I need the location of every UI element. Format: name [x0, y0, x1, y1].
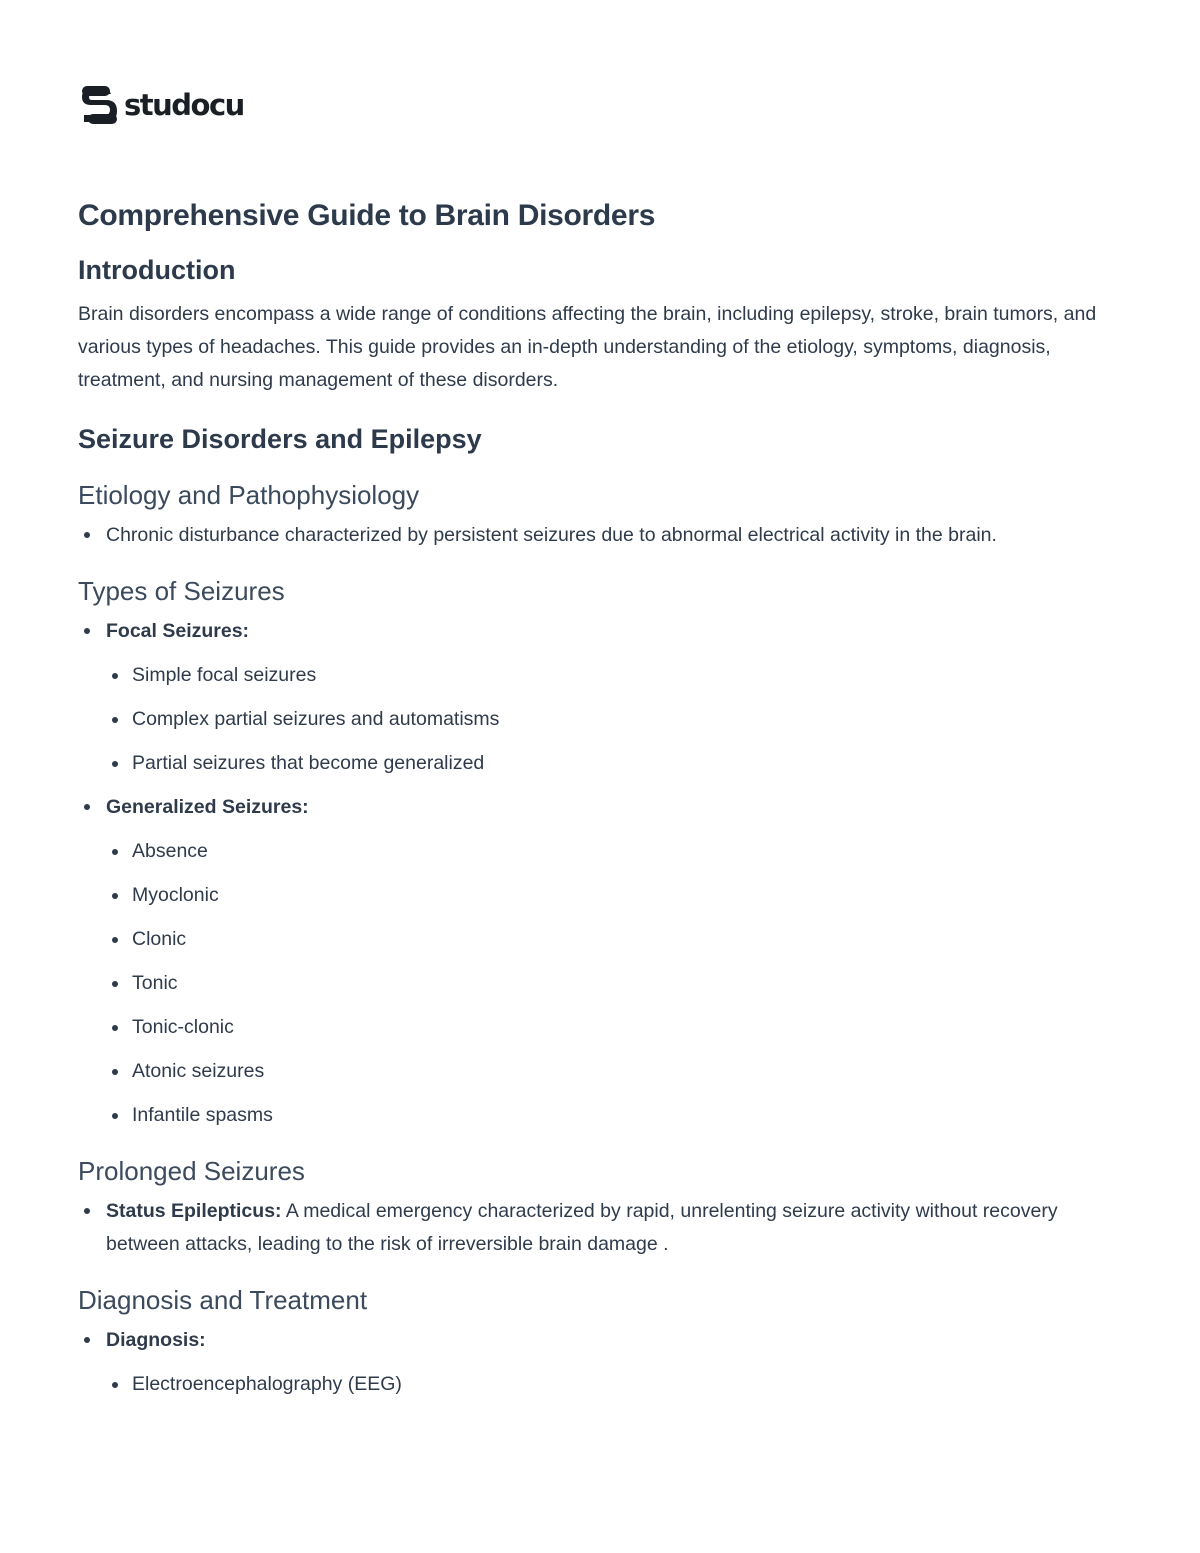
bullet-icon	[112, 1069, 118, 1075]
bullet-icon	[84, 532, 90, 538]
document-title: Comprehensive Guide to Brain Disorders	[78, 199, 656, 232]
generalized-sublist	[106, 835, 1123, 1132]
list-item: Chronic disturbance characterized by persistent seizures due to abnormal electrical activity in the brain.	[78, 519, 1123, 552]
bullet-icon	[112, 761, 118, 767]
diagnosis-label: Diagnosis:	[106, 1329, 206, 1351]
list-item: Complex partial seizures and automatisms	[78, 703, 1123, 736]
studocu-wordmark: studocu	[124, 87, 244, 122]
diagnosis-treatment-heading: Diagnosis and Treatment	[78, 1285, 368, 1315]
list-item: Simple focal seizures	[78, 659, 1123, 692]
bullet-icon	[112, 893, 118, 899]
diagnosis-sublist	[106, 1368, 1123, 1401]
status-epilepticus-label: Status Epilepticus:	[106, 1200, 282, 1222]
bullet-icon	[84, 1337, 90, 1343]
types-heading: Types of Seizures	[78, 576, 285, 606]
list-item: Absence	[78, 835, 1123, 868]
status-epilepticus-text: A medical emergency characterized by rapid, unrelenting seizure activity without recovery between attacks, leading to the risk of irreversible brain damage .	[106, 1200, 1058, 1255]
diagnosis-list	[78, 1324, 1123, 1401]
list-item-status-epilepticus	[78, 1195, 1123, 1261]
list-item: Myoclonic	[78, 879, 1123, 912]
list-item-focal	[78, 615, 1123, 780]
list-item: Tonic	[78, 967, 1123, 1000]
list-item: Atonic seizures	[78, 1055, 1123, 1088]
etiology-heading: Etiology and Pathophysiology	[78, 480, 420, 510]
types-list	[78, 615, 1123, 1132]
studocu-s-logo-icon	[78, 84, 120, 126]
bullet-icon	[84, 804, 90, 810]
list-item: Tonic-clonic	[78, 1011, 1123, 1044]
introduction-paragraph: Brain disorders encompass a wide range of conditions affecting the brain, including epilepsy, stroke, brain tumors, and various types of headaches. This guide provides an in-depth understanding of the etiology, symptoms, diagnosis, treatment, and nursing management of these disorders.	[78, 303, 1097, 391]
seizures-heading: Seizure Disorders and Epilepsy	[78, 424, 482, 454]
bullet-icon	[112, 673, 118, 679]
focal-label: Focal Seizures:	[106, 620, 250, 642]
bullet-icon	[112, 1113, 118, 1119]
list-item: Clonic	[78, 923, 1123, 956]
bullet-icon	[112, 717, 118, 723]
bullet-icon	[84, 628, 90, 634]
bullet-icon	[84, 1208, 90, 1214]
bullet-icon	[112, 1382, 118, 1388]
etiology-list	[78, 519, 1123, 552]
list-item: Infantile spasms	[78, 1099, 1123, 1132]
list-item: Electroencephalography (EEG)	[78, 1368, 1123, 1401]
bullet-icon	[112, 1025, 118, 1031]
generalized-label: Generalized Seizures:	[106, 796, 309, 818]
prolonged-list	[78, 1195, 1123, 1261]
introduction-heading: Introduction	[78, 255, 236, 285]
list-item: Partial seizures that become generalized	[78, 747, 1123, 780]
list-item-diagnosis	[78, 1324, 1123, 1401]
prolonged-heading: Prolonged Seizures	[78, 1156, 305, 1186]
studocu-logo[interactable]	[78, 84, 244, 126]
bullet-icon	[112, 937, 118, 943]
document-content	[78, 196, 1123, 1412]
bullet-icon	[112, 849, 118, 855]
bullet-icon	[112, 981, 118, 987]
list-item-generalized	[78, 791, 1123, 1132]
focal-sublist	[106, 659, 1123, 780]
